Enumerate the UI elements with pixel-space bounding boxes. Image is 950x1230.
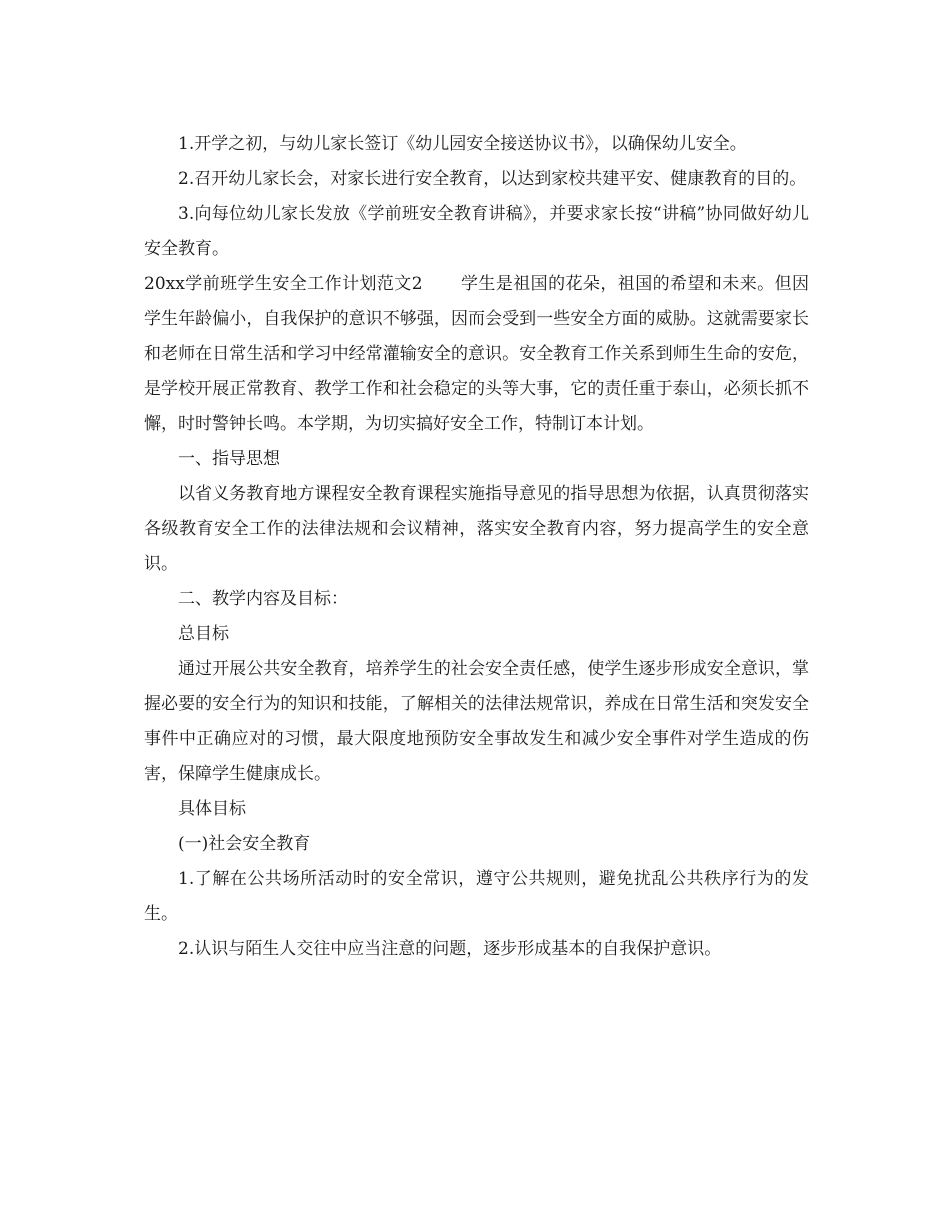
paragraph-4 [144,267,809,442]
paragraph-3: 3.向每位幼儿家长发放《学前班安全教育讲稿》，并要求家长按“讲稿”协同做好幼儿安全教育。 [144,204,809,259]
subsection-1-title: (一)社会安全教育 [178,834,311,854]
list-item-1: 1.了解在公共场所活动时的安全常识，遵守公共规则，避免扰乱公共秩序行为的发生。 [144,869,809,924]
list-item-2: 2.认识与陌生人交往中应当注意的问题，逐步形成基本的自我保护意识。 [178,939,722,959]
paragraph-1: 1.开学之初，与幼儿家长签订《幼儿园安全接送协议书》，以确保幼儿安全。 [178,134,747,154]
goal-title: 总目标 [178,624,229,644]
document-body [144,127,809,967]
section-1-title: 一、指导思想 [178,449,280,469]
paragraph-4-body: 学生是祖国的花朵，祖国的希望和未来。但因学生年龄偏小，自我保护的意识不够强，因而会受到一些安全方面的威胁。这就需要家长和老师在日常生活和学习中经常灌输安全的意识。安全教育工作关系到师生生命的安危，是学校开展正常教育、教学工作和社会稳定的头等大事，它的责任重于泰山，必须长抓不懈，时时警钟长鸣。本学期，为切实搞好安全工作，特制订本计划。 [144,274,810,434]
paragraph-2: 2.召开幼儿家长会，对家长进行安全教育，以达到家校共建平安、健康教育的目的。 [178,169,807,189]
section-2-title: 二、教学内容及目标： [178,589,348,609]
section-heading: 20xx学前班学生安全工作计划范文2 [144,274,423,294]
goal-body: 通过开展公共安全教育，培养学生的社会安全责任感，使学生逐步形成安全意识，掌握必要的安全行为的知识和技能，了解相关的法律法规常识，养成在日常生活和突发安全事件中正确应对的习惯，最大限度地预防安全事故发生和减少安全事件对学生造成的伤害，保障学生健康成长。 [144,659,809,784]
section-1-body: 以省义务教育地方课程安全教育课程实施指导意见的指导思想为依据，认真贯彻落实各级教育安全工作的法律法规和会议精神，落实安全教育内容，努力提高学生的安全意识。 [144,484,809,574]
specific-goal-title: 具体目标 [178,799,246,819]
